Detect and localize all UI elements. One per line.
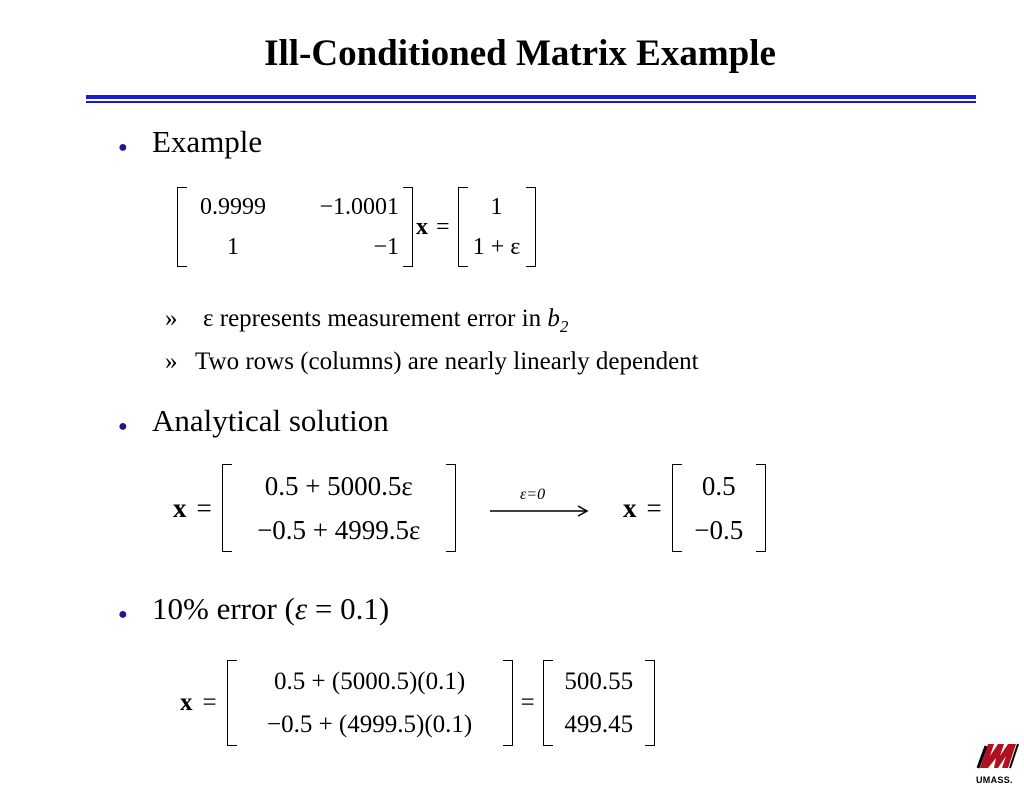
analytical-vector <box>222 464 456 552</box>
error-vector-cell: 0.5 + (5000.5)(0.1) <box>274 667 466 695</box>
umass-logo <box>976 738 1020 786</box>
x-vector-symbol: x <box>416 213 428 240</box>
umass-logo-icon <box>976 738 1020 774</box>
bullet-marker: ● <box>118 606 128 623</box>
equals-sign: = <box>646 492 662 523</box>
bullet-error <box>152 591 389 627</box>
bullet-error-prefix: 10% error ( <box>152 591 295 626</box>
sub-bullet-epsilon <box>165 305 568 337</box>
sub-bullet-marker: » <box>165 305 178 332</box>
equals-sign: = <box>196 492 212 523</box>
matrix-a-cell: 0.9999 <box>200 193 266 220</box>
limit-vector-cell: −0.5 <box>694 514 744 545</box>
analytical-vector-cell: 0.5 + 5000.5ε <box>264 470 413 501</box>
title-rule-thick <box>86 95 976 99</box>
error-equation <box>180 660 655 746</box>
equals-sign: = <box>520 689 535 716</box>
sub-bullet-text: Two rows (columns) are nearly linearly dependent <box>195 348 699 375</box>
example-equation <box>177 187 536 267</box>
matrix-a <box>177 187 413 267</box>
vector-b <box>458 187 536 267</box>
matrix-a-cell: −1.0001 <box>319 193 399 220</box>
umass-logo-text: UMASS. <box>976 775 1013 785</box>
limit-arrow <box>490 486 590 520</box>
error-vector <box>227 660 513 746</box>
x-vector-symbol: x <box>180 689 193 716</box>
vector-b-cell: 1 <box>490 193 503 220</box>
bullet-error-suffix: = 0.1) <box>307 591 390 626</box>
epsilon-symbol: ε <box>294 591 308 626</box>
variable-b: b <box>547 305 560 332</box>
page-title: Ill-Conditioned Matrix Example <box>264 33 776 74</box>
result-vector-cell: 500.55 <box>564 667 634 695</box>
bullet-marker: ● <box>118 139 128 156</box>
variable-subscript: 2 <box>559 317 569 336</box>
matrix-a-cell: −1 <box>373 233 399 260</box>
equals-sign: = <box>202 689 217 716</box>
equals-sign: = <box>436 213 450 240</box>
epsilon-symbol: ε <box>203 305 214 332</box>
result-vector <box>543 660 655 746</box>
sub-bullet-dependence <box>165 348 699 376</box>
error-vector-cell: −0.5 + (4999.5)(0.1) <box>266 710 473 738</box>
limit-equation <box>623 464 766 552</box>
sub-bullet-marker: » <box>165 348 178 375</box>
sub-bullet-text: represents measurement error in <box>213 305 548 332</box>
title-rule-thin <box>86 101 976 103</box>
x-vector-symbol: x <box>173 492 187 523</box>
limit-arrow-label: ε=0 <box>520 486 546 503</box>
limit-vector-cell: 0.5 <box>701 470 736 501</box>
analytical-vector-cell: −0.5 + 4999.5ε <box>257 514 421 545</box>
bullet-marker: ● <box>118 418 128 435</box>
matrix-a-cell: 1 <box>227 233 239 260</box>
arrow-icon <box>490 504 590 518</box>
result-vector-cell: 499.45 <box>564 710 634 738</box>
bullet-example: Example <box>152 124 263 159</box>
vector-b-cell: 1 + ε <box>472 233 521 260</box>
x-vector-symbol: x <box>623 492 637 523</box>
bullet-analytical: Analytical solution <box>152 403 389 438</box>
limit-vector <box>672 464 766 552</box>
analytical-equation <box>173 464 456 552</box>
